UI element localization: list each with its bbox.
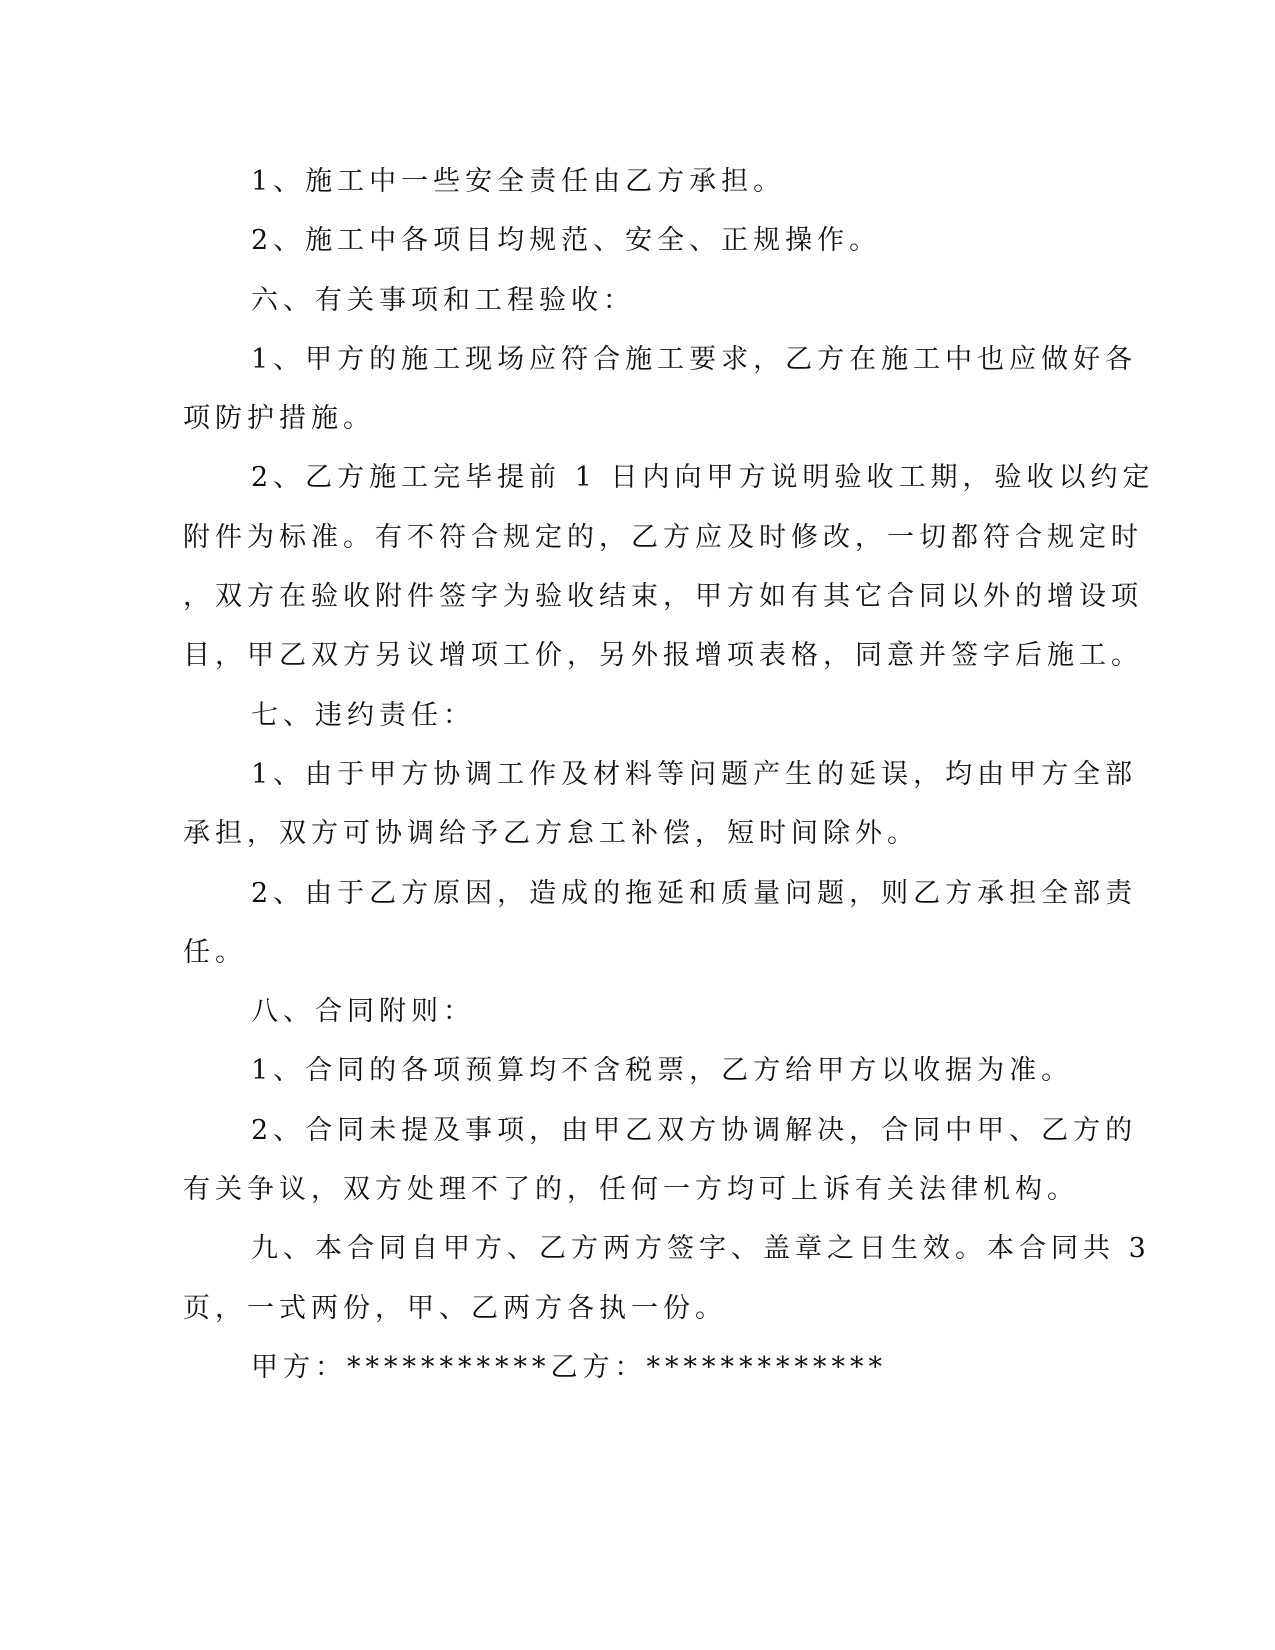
section-heading-liability: 七、违约责任： [251, 699, 475, 731]
clause-safety-1: 1、施工中一些安全责任由乙方承担。 [251, 166, 786, 197]
clause-safety-2: 2、施工中各项目均规范、安全、正规操作。 [251, 225, 882, 257]
clause-acceptance-2-cont-1: 附件为标准。有不符合规定的，乙方应及时修改，一切都符合规定时 [183, 521, 1143, 553]
clause-acceptance-2-cont-2: ，双方在验收附件签字为验收结束，甲方如有其它合同以外的增设项 [183, 581, 1143, 613]
clause-acceptance-1-cont: 项防护措施。 [183, 403, 375, 435]
section-heading-supplementary: 八、合同附则： [251, 996, 475, 1028]
clause-acceptance-2: 2、乙方施工完毕提前 1 日内向甲方说明验收工期，验收以约定 [251, 462, 1155, 494]
document-body [183, 152, 1155, 1397]
section-heading-acceptance: 六、有关事项和工程验收： [251, 284, 635, 316]
signature-line: 甲方：***********乙方：************* [251, 1351, 887, 1383]
clause-liability-1-cont: 承担，双方可协调给予乙方怠工补偿，短时间除外。 [183, 818, 919, 850]
clause-acceptance-2-cont-3: 目，甲乙双方另议增项工价，另外报增项表格，同意并签字后施工。 [183, 640, 1143, 672]
clause-acceptance-1: 1、甲方的施工现场应符合施工要求，乙方在施工中也应做好各 [251, 343, 1138, 375]
clause-liability-1: 1、由于甲方协调工作及材料等问题产生的延误，均由甲方全部 [251, 758, 1138, 790]
clause-supplementary-2-cont: 有关争议，双方处理不了的，任何一方均可上诉有关法律机构。 [183, 1174, 1079, 1206]
clause-supplementary-1: 1、合同的各项预算均不含税票，乙方给甲方以收据为准。 [251, 1055, 1074, 1087]
clause-liability-2: 2、由于乙方原因，造成的拖延和质量问题，则乙方承担全部责 [251, 877, 1138, 909]
clause-supplementary-2: 2、合同未提及事项，由甲乙双方协调解决，合同中甲、乙方的 [251, 1114, 1138, 1146]
clause-liability-2-cont: 任。 [183, 936, 247, 968]
clause-effective: 九、本合同自甲方、乙方两方签字、盖章之日生效。本合同共 3 [251, 1233, 1151, 1265]
clause-effective-cont: 页，一式两份，甲、乙两方各执一份。 [183, 1292, 727, 1324]
